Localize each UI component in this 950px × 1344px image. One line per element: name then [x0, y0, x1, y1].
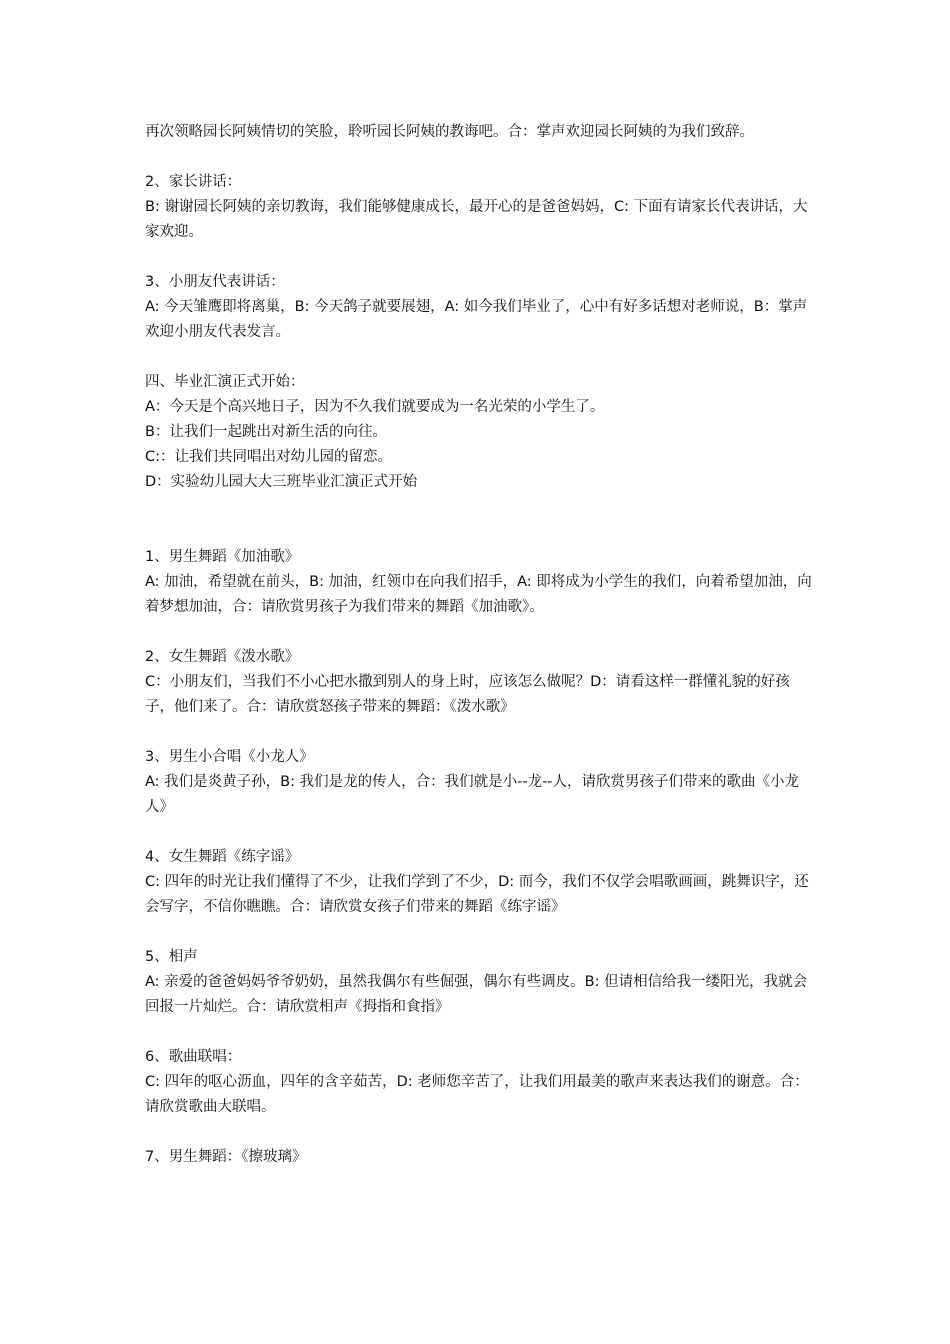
section-heading: 3、男生小合唱《小龙人》 — [145, 749, 314, 765]
section-heading: 4、女生舞蹈《练字谣》 — [145, 849, 300, 865]
document-page — [145, 120, 815, 1195]
section-parent-speech — [145, 170, 815, 245]
intro-paragraph — [145, 120, 815, 145]
section-line: C：小朋友们，当我们不小心把水撒到别人的身上时，应该怎么做呢？D：请看这样一群懂礼貌的好孩子，他们来了。合：请欣赏怒孩子带来的舞蹈：《泼水歌》 — [145, 674, 790, 715]
section-line: A: 今天雏鹰即将离巢，B: 今天鸽子就要展翅，A: 如今我们毕业了，心中有好多话想对老师说，B：掌声欢迎小朋友代表发言。 — [145, 299, 808, 340]
section-line: C:：让我们共同唱出对幼儿园的留恋。 — [145, 449, 393, 465]
section-heading: 7、男生舞蹈：《擦玻璃》 — [145, 1149, 307, 1165]
section-child-speech — [145, 270, 815, 345]
intro-text: 再次领略园长阿姨情切的笑脸，聆听园长阿姨的教诲吧。合：掌声欢迎园长阿姨的为我们致辞。 — [145, 124, 754, 140]
section-heading: 2、女生舞蹈《泼水歌》 — [145, 649, 300, 665]
section-heading: 6、歌曲联唱： — [145, 1049, 242, 1065]
section-heading: 1、男生舞蹈《加油歌》 — [145, 549, 300, 565]
section-line: C: 四年的呕心沥血，四年的含辛茹苦，D: 老师您辛苦了，让我们用最美的歌声来表达我们的谢意。合：请欣赏歌曲大联唱。 — [145, 1074, 809, 1115]
section-heading: 2、家长讲话： — [145, 174, 242, 190]
section-boys-chorus — [145, 745, 815, 820]
section-line: D：实验幼儿园大大三班毕业汇演正式开始 — [145, 474, 418, 490]
section-girls-dance-poshui — [145, 645, 815, 720]
section-line: A：今天是个高兴地日子，因为不久我们就要成为一名光荣的小学生了。 — [145, 399, 605, 415]
section-line: A: 亲爱的爸爸妈妈爷爷奶奶，虽然我偶尔有些倔强，偶尔有些调皮。B: 但请相信给我一缕阳光，我就会回报一片灿烂。合：请欣赏相声《拇指和食指》 — [145, 974, 808, 1015]
section-heading: 四、毕业汇演正式开始： — [145, 374, 305, 390]
section-girls-dance-lianzi — [145, 845, 815, 920]
section-line: B: 谢谢园长阿姨的亲切教诲，我们能够健康成长，最开心的是爸爸妈妈，C: 下面有请家长代表讲话，大家欢迎。 — [145, 199, 808, 240]
section-boys-dance-jiayou — [145, 545, 815, 620]
section-line: B：让我们一起跳出对新生活的向往。 — [145, 424, 387, 440]
section-song-medley — [145, 1045, 815, 1120]
section-line: A: 加油，希望就在前头，B: 加油，红领巾在向我们招手，A: 即将成为小学生的我们，向着希望加油，向着梦想加油，合：请欣赏男孩子为我们带来的舞蹈《加油歌》。 — [145, 574, 812, 615]
section-heading: 3、小朋友代表讲话： — [145, 274, 285, 290]
section-line: A: 我们是炎黄子孙，B: 我们是龙的传人，合：我们就是小--龙--人，请欣赏男孩子们带来的歌曲《小龙人》 — [145, 774, 800, 815]
section-boys-dance-glass — [145, 1145, 815, 1170]
section-performance-start — [145, 370, 815, 495]
section-heading: 5、相声 — [145, 949, 198, 965]
section-crosstalk — [145, 945, 815, 1020]
section-line: C: 四年的时光让我们懂得了不少，让我们学到了不少，D: 而今，我们不仅学会唱歌画画，跳舞识字，还会写字，不信你瞧瞧。合：请欣赏女孩子们带来的舞蹈《练字谣》 — [145, 874, 809, 915]
